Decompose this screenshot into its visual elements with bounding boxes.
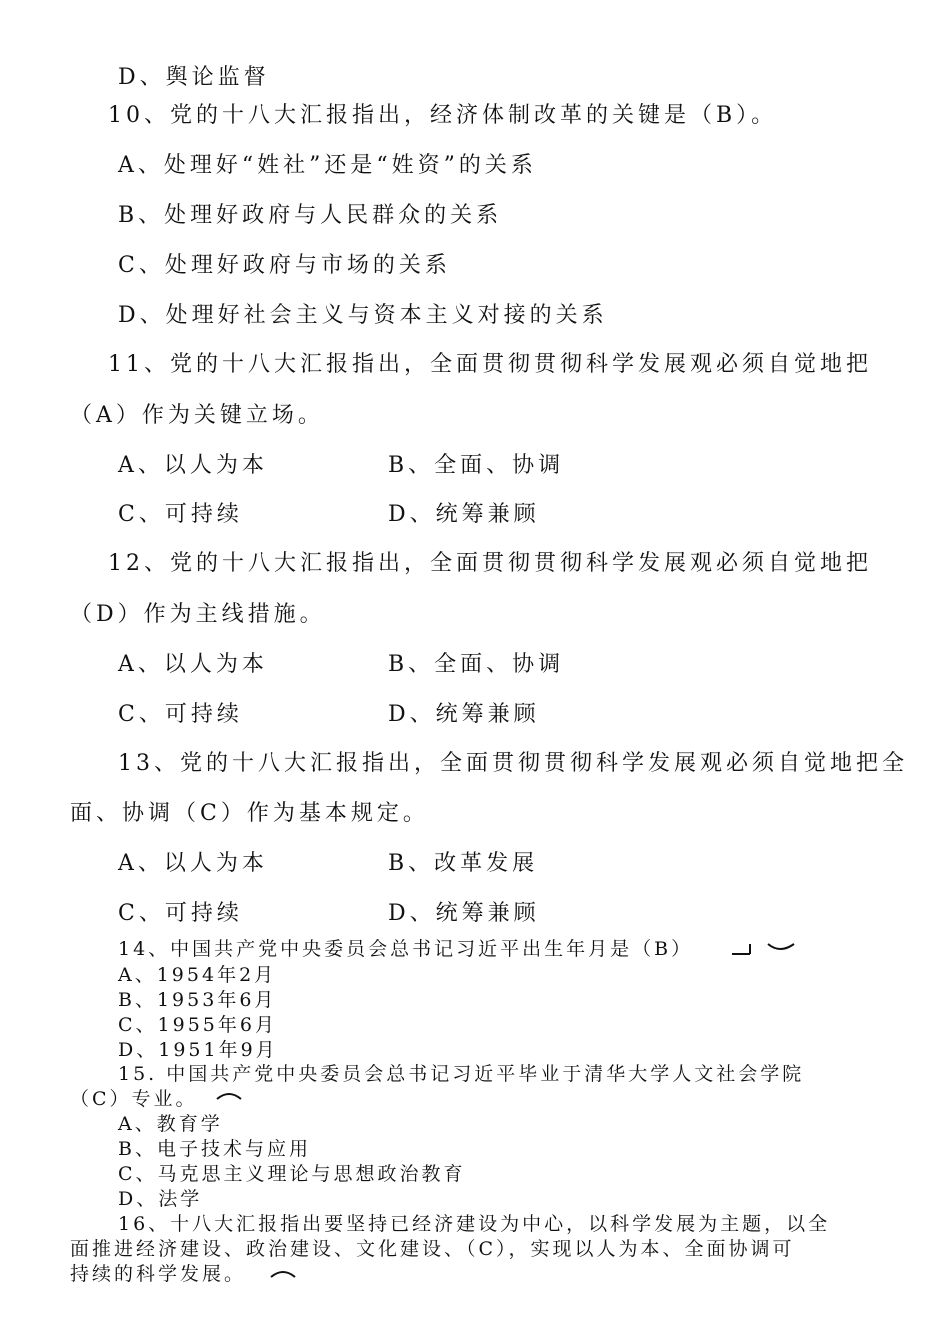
question-15: 15. 中国共产党中央委员会总书记习近平毕业于清华大学人文社会学院	[118, 1063, 805, 1085]
q14-option-d: D、1951年9月	[118, 1039, 278, 1061]
q14-option-c: C、1955年6月	[118, 1014, 277, 1036]
q10-option-c: C、处理好政府与市场的关系	[118, 253, 451, 278]
q14-option-a: A、1954年2月	[118, 964, 277, 986]
q13-option-a: A、以人为本	[118, 851, 268, 876]
q11-option-c: C、可持续	[118, 502, 243, 527]
q12-option-b: B、全面、协调	[388, 652, 565, 677]
question-13-cont: 面、协调（C）作为基本规定。	[70, 801, 429, 826]
q9-option-d: D、舆论监督	[118, 65, 270, 90]
question-15-cont: （C）专业。	[70, 1088, 198, 1110]
q15-option-c: C、马克思主义理论与思想政治教育	[118, 1163, 466, 1185]
stray-marks	[728, 936, 800, 960]
question-16-cont-2: 持续的科学发展。	[70, 1263, 247, 1285]
question-13: 13、党的十八大汇报指出，全面贯彻贯彻科学发展观必须自觉地把全	[118, 751, 908, 776]
q12-option-a: A、以人为本	[118, 652, 268, 677]
q12-option-d: D、统筹兼顾	[388, 702, 540, 727]
q10-option-b: B、处理好政府与人民群众的关系	[118, 203, 503, 228]
q15-option-b: B、电子技术与应用	[118, 1138, 311, 1160]
stray-caret-2	[268, 1266, 298, 1280]
question-11-cont: （A）作为关键立场。	[70, 403, 324, 428]
q10-option-a: A、处理好“姓社”还是“姓资”的关系	[118, 153, 537, 178]
q13-option-b: B、改革发展	[388, 851, 539, 876]
q14-option-b: B、1953年6月	[118, 989, 277, 1011]
stray-caret	[214, 1088, 244, 1102]
question-12: 12、党的十八大汇报指出，全面贯彻贯彻科学发展观必须自觉地把	[108, 551, 872, 576]
q11-option-a: A、以人为本	[118, 453, 268, 478]
q10-option-d: D、处理好社会主义与资本主义对接的关系	[118, 303, 608, 328]
question-16-cont: 面推进经济建设、政治建设、文化建设、（C），实现以人为本、全面协调可	[70, 1238, 795, 1260]
q12-option-c: C、可持续	[118, 702, 243, 727]
q13-option-c: C、可持续	[118, 901, 243, 926]
question-11: 11、党的十八大汇报指出，全面贯彻贯彻科学发展观必须自觉地把	[108, 352, 872, 377]
q11-option-d: D、统筹兼顾	[388, 502, 540, 527]
q15-option-d: D、法学	[118, 1188, 203, 1210]
question-16: 16、十八大汇报指出要坚持已经济建设为中心，以科学发展为主题，以全	[118, 1213, 831, 1235]
question-14: 14、中国共产党中央委员会总书记习近平出生年月是（B）	[118, 938, 694, 960]
question-10: 10、党的十八大汇报指出，经济体制改革的关键是（B）。	[108, 103, 778, 128]
q13-option-d: D、统筹兼顾	[388, 901, 540, 926]
question-12-cont: （D）作为主线措施。	[70, 602, 326, 627]
q15-option-a: A、教育学	[118, 1113, 223, 1135]
q11-option-b: B、全面、协调	[388, 453, 565, 478]
